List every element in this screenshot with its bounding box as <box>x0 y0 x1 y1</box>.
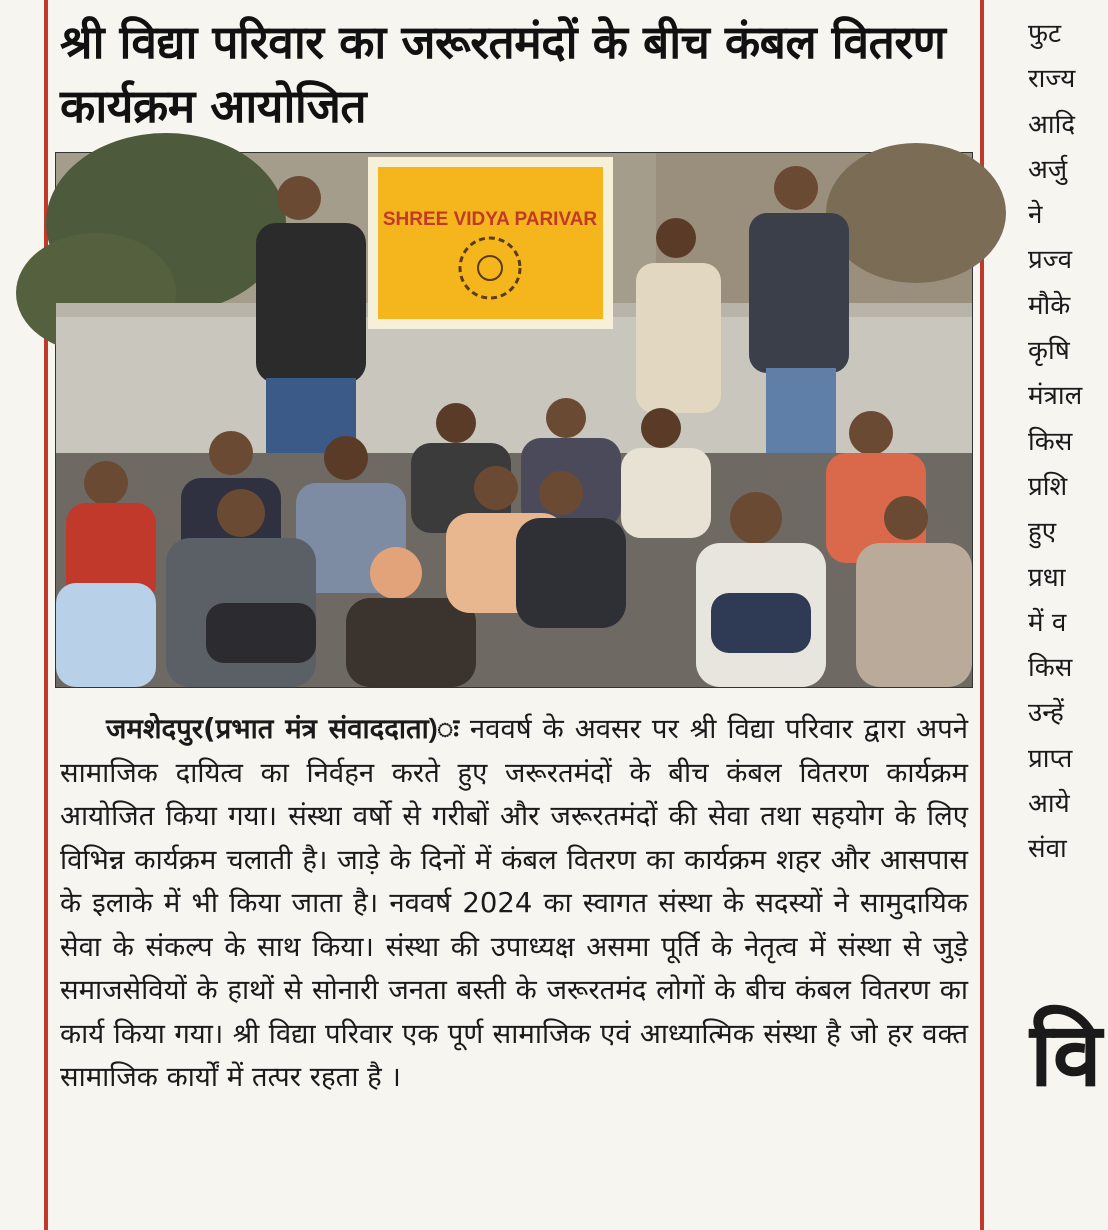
article-headline: श्री विद्या परिवार का जरूरतमंदों के बीच कंबल वितरण कार्यक्रम आयोजित <box>60 15 946 133</box>
fragment-line: प्रज्व <box>1028 245 1073 276</box>
fragment-line: किस <box>1028 426 1073 457</box>
fragment-line: राज्य <box>1028 64 1076 95</box>
fragment-line: अर्जु <box>1028 154 1068 185</box>
fragment-line: मौके <box>1028 290 1071 321</box>
fragment-line: मंत्राल <box>1028 381 1083 412</box>
banner-text: SHREE VIDYA PARIVAR <box>382 209 598 230</box>
fragment-line: प्रशि <box>1028 471 1068 502</box>
fragment-line: हुए <box>1028 517 1057 548</box>
fragment-line: प्राप्त <box>1028 743 1073 774</box>
article-text: नववर्ष के अवसर पर श्री विद्या परिवार द्वारा अपने सामाजिक दायित्व का निर्वहन करते हुए जरूरतमंदों के बीच कंबल वितरण कार्यक्रम आयोजित किया गया। संस्था वर्षो से गरीबों और जरूरतमंदों की सेवा तथा सहयोग के लिए विभिन्न कार्यक्रम चलाती है। जाड़े के दिनों में कंबल वितरण का कार्यक्रम शहर और आसपास के इलाके में भी किया जाता है। नववर्ष 2024 का स्वागत संस्था के सदस्यों ने सामुदायिक सेवा के संकल्प के साथ किया। संस्था की उपाध्यक्ष असमा पूर्ति के नेतृत्व में संस्था से जुड़े समाजसेवियों के हाथों से सोनारी जनता बस्ती के जरूरतमंद लोगों के बीच कंबल वितरण का कार्य किया गया। श्री विद्या परिवार एक पूर्ण सामाजिक एवं आध्यात्मिक संस्था है जो हर वक्त सामाजिक कार्यों में तत्पर रहता है । <box>60 713 968 1093</box>
fragment-line: आदि <box>1028 109 1076 140</box>
article-dateline: जमशेदपुर(प्रभात मंत्र संवाददाता)ः <box>106 713 459 745</box>
banner <box>368 157 613 329</box>
adjacent-column-fragments <box>1028 12 1108 873</box>
article-photo <box>55 152 973 688</box>
fragment-line: में व <box>1028 607 1067 638</box>
fragment-line: किस <box>1028 653 1073 684</box>
fragment-line: आये <box>1028 789 1070 820</box>
fragment-line: प्रधा <box>1028 562 1066 593</box>
fragment-line: फुट <box>1028 19 1062 49</box>
article-body <box>60 708 968 1100</box>
fragment-line: संवा <box>1028 834 1067 865</box>
fragment-line: ने <box>1028 200 1043 231</box>
fragment-line: कृषि <box>1028 336 1070 367</box>
left-column-rule <box>44 0 48 1230</box>
fragment-line: उन्हें <box>1028 698 1064 729</box>
adjacent-headline-fragment: वि <box>1030 1003 1102 1106</box>
